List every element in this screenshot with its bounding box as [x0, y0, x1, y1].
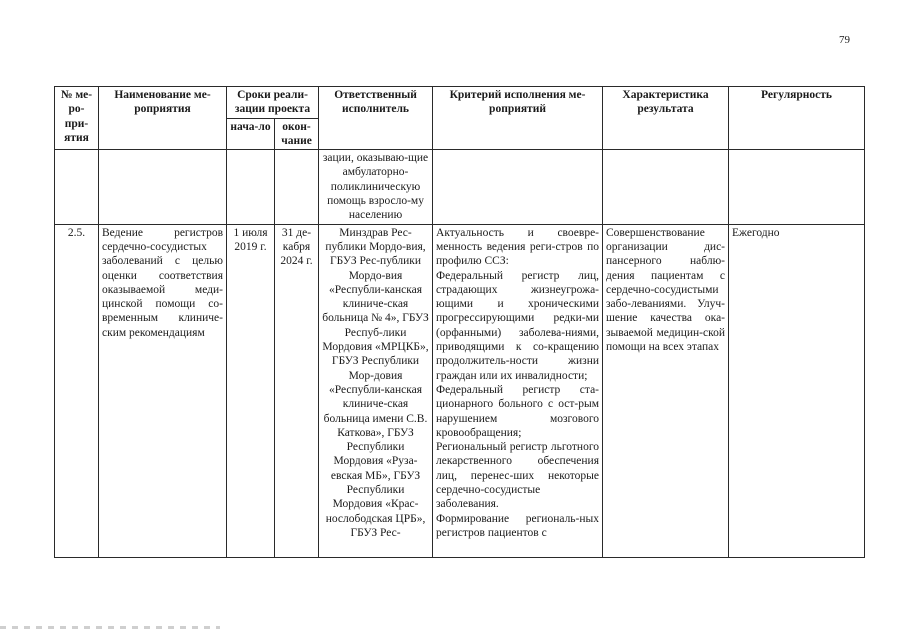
cont-name	[99, 150, 227, 224]
criterion-item: Федеральный регистр ста-ционарного больного с ост-рым нарушением мозгового кровообращения;	[436, 383, 600, 439]
row-start: 1 июля 2019 г.	[227, 224, 275, 557]
header-executor: Ответственный исполнитель	[319, 87, 433, 150]
criterion-item: Федеральный регистр лиц, страдающих жизнеугрожа-ющими и хроническими прогрессирующими редки-ми (орфанными) заболева-ниями, приводящими к со-кращению продолжитель-ности жизни граждан или их инвалидности;	[436, 269, 600, 382]
header-criterion: Критерий исполнения ме-роприятий	[433, 87, 603, 150]
cont-num	[55, 150, 99, 224]
cont-criterion	[433, 150, 603, 224]
header-row	[55, 87, 865, 119]
row-criteria	[433, 224, 603, 557]
cont-result	[603, 150, 729, 224]
row-regularity: Ежегодно	[729, 224, 865, 557]
cont-executor: зации, оказываю-щие амбулаторно-поликлиническую помощь взросло-му населению	[319, 150, 433, 224]
header-terms: Сроки реали-зации проекта	[227, 87, 319, 119]
header-start: нача-ло	[227, 118, 275, 150]
header-result: Характеристика результата	[603, 87, 729, 150]
row-num: 2.5.	[55, 224, 99, 557]
cont-end	[275, 150, 319, 224]
header-num: № ме-ро-при-ятия	[55, 87, 99, 150]
row-result: Совершенствование организации дис-пансерного наблю-дения пациентам с сердечно-сосудистыми забо-леваниями. Улуч-шение качества ока-зываемой медицин-ской помощи на всех этапах	[603, 224, 729, 557]
table-row	[55, 224, 865, 557]
measures-table	[54, 86, 865, 558]
header-end: окон-чание	[275, 118, 319, 150]
cont-start	[227, 150, 275, 224]
criterion-item: Формирование региональ-ных регистров пациентов с	[436, 512, 600, 539]
page-number: 79	[839, 34, 850, 46]
continuation-row	[55, 150, 865, 224]
criterion-item: Региональный регистр льготного лекарственного обеспечения лиц, перенес-ших некоторые сердечно-сосудистые заболевания.	[436, 441, 600, 511]
header-regularity: Регулярность	[729, 87, 865, 150]
cont-regularity	[729, 150, 865, 224]
row-name: Ведение регистров сердечно-сосудистых заболеваний с целью оценки соответствия оказываемой меди-цинской помощи со-временным клиниче-ским рекомендациям	[99, 224, 227, 557]
header-name: Наименование ме-роприятия	[99, 87, 227, 150]
criterion-item: Актуальность и своевре-менность ведения реги-стров по профилю ССЗ:	[436, 226, 600, 268]
scan-artifact	[0, 626, 220, 629]
row-end: 31 де-кабря 2024 г.	[275, 224, 319, 557]
row-executor: Минздрав Рес-публики Мордо-вия, ГБУЗ Рес-публики Мордо-вия «Республи-канская клиниче-ская больница № 4», ГБУЗ Респуб-лики Мордовия «МРЦКБ», ГБУЗ Республики Мор-довия «Республи-канская клиниче-ская больница имени С.В. Каткова», ГБУЗ Республики Мордовия «Руза-евская МБ», ГБУЗ Республики Мордовия «Крас-нослободская ЦРБ», ГБУЗ Рес-	[319, 224, 433, 557]
